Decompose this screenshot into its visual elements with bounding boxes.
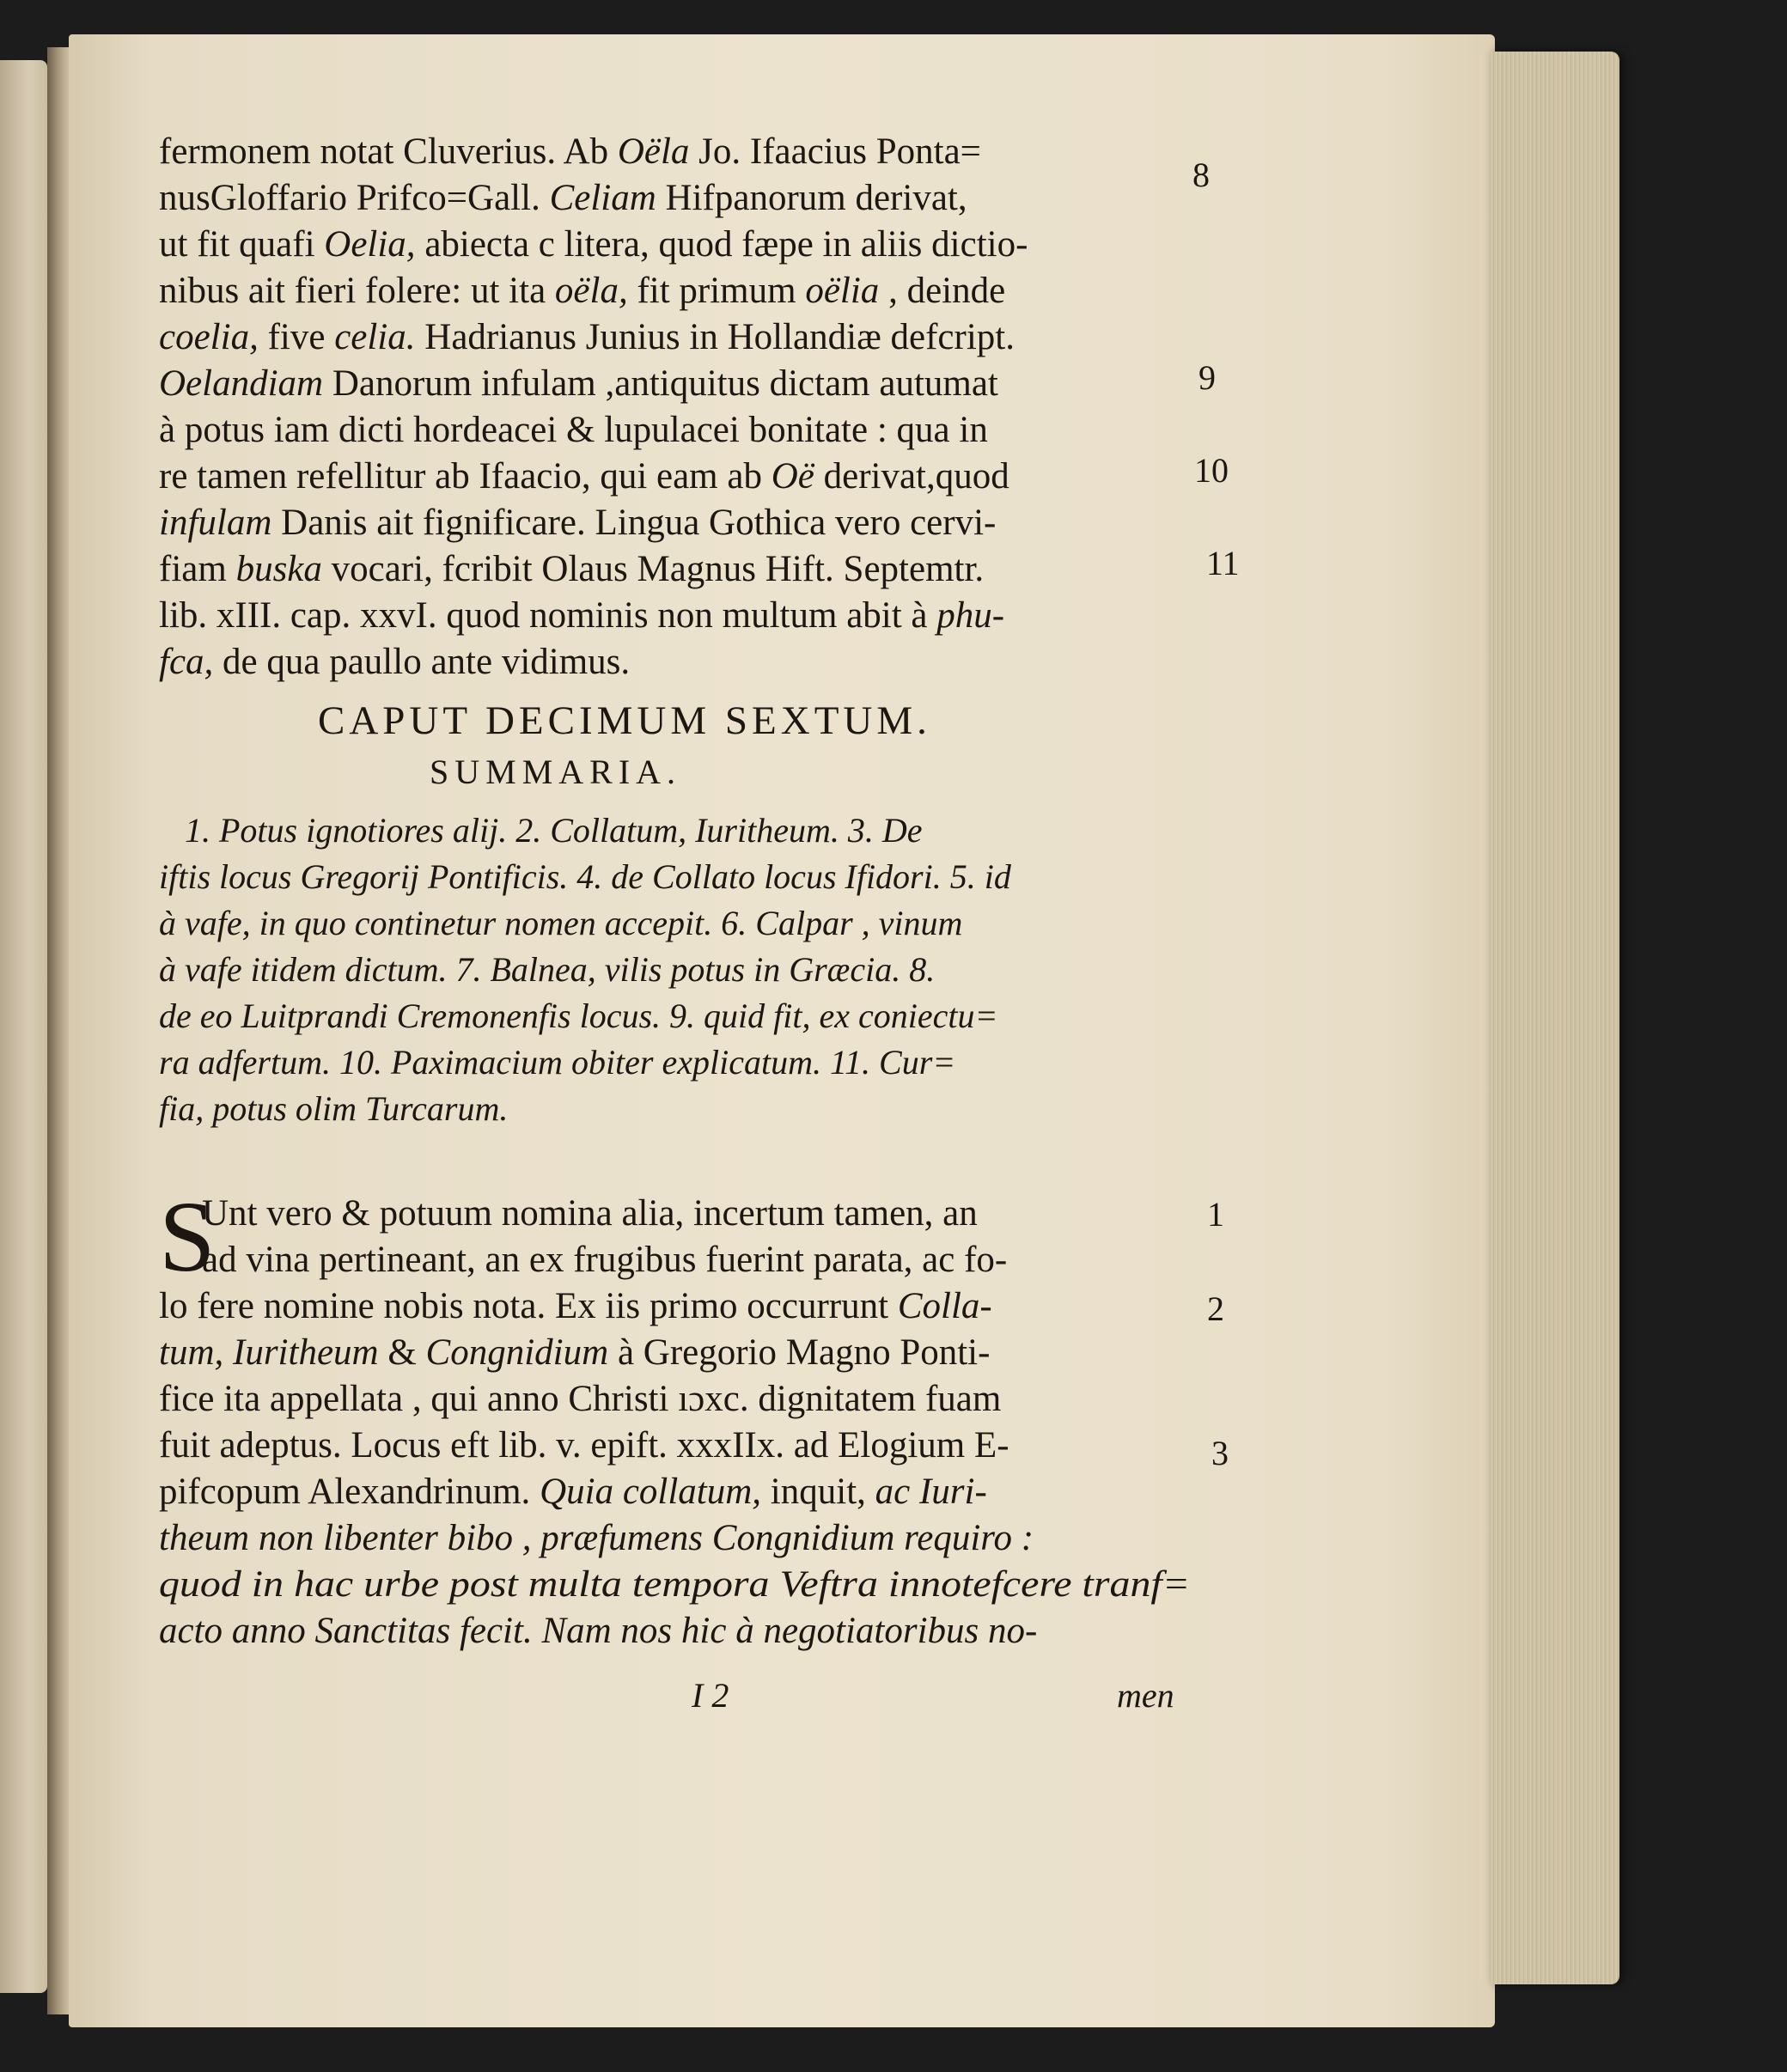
summary-line: fia, potus olim Turcarum. bbox=[159, 1089, 509, 1128]
text-line: pifcopum Alexandrinum. Quia collatum, inquit, ac Iuri- bbox=[159, 1472, 987, 1512]
text-line: acto anno Sanctitas fecit. Nam nos hic à negotiatoribus no- bbox=[159, 1611, 1038, 1651]
text-line: fiam buska vocari, fcribit Olaus Magnus Hift. Septemtr. bbox=[159, 549, 985, 589]
summary-line: à vafe, in quo continetur nomen accepit. 6. Calpar , vinum bbox=[159, 904, 963, 942]
text-line: Oelandiam Danorum infulam ,antiquitus dictam autumat bbox=[159, 363, 998, 404]
margin-number: 8 bbox=[1192, 155, 1210, 194]
text-line: ad vina pertineant, an ex frugibus fuerint parata, ac fo- bbox=[202, 1240, 1008, 1280]
margin-number: 1 bbox=[1207, 1195, 1224, 1234]
text-line: fice ita appellata , qui anno Christi ıɔxc. dignitatem fuam bbox=[159, 1379, 1002, 1419]
text-line: lo fere nomine nobis nota. Ex iis primo occurrunt Colla- bbox=[159, 1286, 992, 1326]
drop-cap: S bbox=[159, 1180, 216, 1293]
text-line: nusGloffario Prifco=Gall. Celiam Hifpanorum derivat, bbox=[159, 178, 967, 218]
text-line: fca, de qua paullo ante vidimus. bbox=[159, 642, 631, 682]
text-line: à potus iam dicti hordeacei & lupulacei bonitate : qua in bbox=[159, 410, 988, 450]
left-page-edge bbox=[0, 60, 47, 1993]
text-line: lib. xIII. cap. xxvI. quod nominis non multum abit à phu- bbox=[159, 595, 1005, 636]
page-fore-edge bbox=[1491, 52, 1619, 1984]
summary-line: de eo Luitprandi Cremonenfis locus. 9. quid fit, ex coniectu= bbox=[159, 996, 998, 1035]
text-line: nibus ait fieri folere: ut ita oëla, fit primum oëlia , deinde bbox=[159, 271, 1006, 311]
signature-mark: I 2 bbox=[692, 1676, 729, 1715]
text-line: re tamen refellitur ab Ifaacio, qui eam ab Oë derivat,quod bbox=[159, 456, 1009, 497]
text-line: ut fit quafi Oelia, abiecta c litera, quod fæpe in aliis dictio- bbox=[159, 224, 1028, 265]
text-line: Unt vero & potuum nomina alia, incertum tamen, an bbox=[202, 1193, 978, 1234]
margin-number: 11 bbox=[1206, 544, 1240, 582]
margin-number: 9 bbox=[1198, 358, 1216, 397]
text-line: theum non libenter bibo , præfumens Congnidium requiro : bbox=[159, 1518, 1034, 1558]
text-line: tum, Iuritheum & Congnidium à Gregorio Magno Ponti- bbox=[159, 1332, 991, 1373]
margin-number: 10 bbox=[1194, 451, 1229, 490]
summary-line: ra adfertum. 10. Paximacium obiter explicatum. 11. Cur= bbox=[159, 1043, 956, 1082]
text-line: fuit adeptus. Locus eft lib. v. epift. xxxIIx. ad Elogium E- bbox=[159, 1425, 1009, 1466]
text-line: fermonem notat Cluverius. Ab Oëla Jo. Ifaacius Ponta= bbox=[159, 131, 981, 172]
summary-line: à vafe itidem dictum. 7. Balnea, vilis potus in Græcia. 8. bbox=[159, 950, 936, 989]
margin-number: 2 bbox=[1207, 1289, 1224, 1328]
text-line: coelia, five celia. Hadrianus Junius in Hollandiæ defcript. bbox=[159, 317, 1015, 357]
chapter-heading: CAPUT DECIMUM SEXTUM. bbox=[318, 698, 931, 743]
summary-heading: SUMMARIA. bbox=[430, 753, 682, 791]
margin-number: 3 bbox=[1211, 1434, 1229, 1472]
text-line: infulam Danis ait fignificare. Lingua Gothica vero cervi- bbox=[159, 503, 997, 543]
catchword: men bbox=[1117, 1676, 1174, 1715]
summary-line: iftis locus Gregorij Pontificis. 4. de Collato locus Ifidori. 5. id bbox=[159, 857, 1011, 896]
text-line: quod in hac urbe post multa tempora Veftra innotefcere tranf= bbox=[159, 1564, 1191, 1605]
summary-line: 1. Potus ignotiores alij. 2. Collatum, Iuritheum. 3. De bbox=[185, 811, 923, 850]
